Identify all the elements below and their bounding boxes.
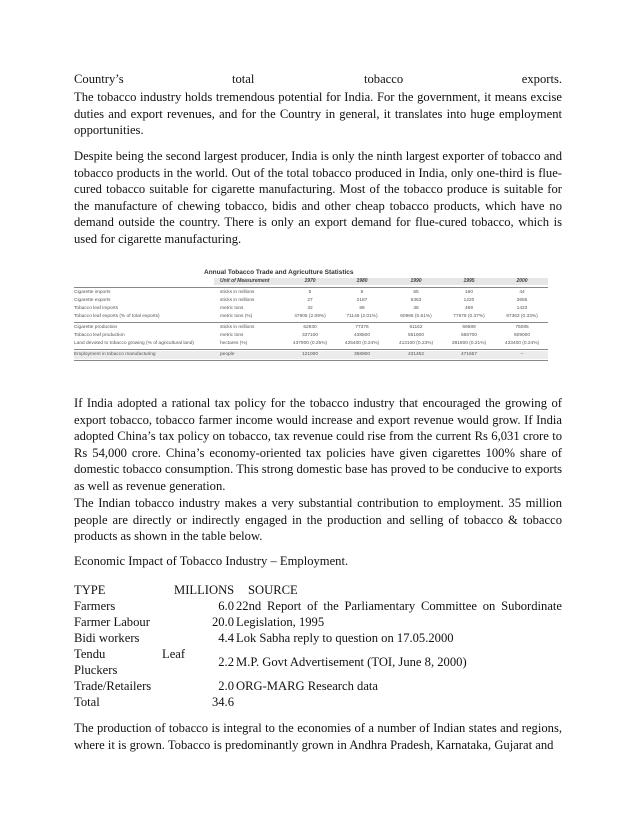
stats-cell: 431452 bbox=[407, 352, 424, 357]
stats-row bbox=[74, 340, 548, 348]
stats-row bbox=[74, 289, 548, 297]
emp-source: ORG-MARG Research data bbox=[236, 679, 378, 693]
stats-cell: 437900 (0.25%) bbox=[292, 341, 328, 346]
stats-cell: 5 bbox=[308, 290, 312, 295]
stats-row bbox=[74, 305, 548, 313]
stats-cell: 566700 bbox=[460, 333, 477, 338]
tobacco-statistics-table bbox=[74, 269, 548, 387]
stats-row-label: Employment in tobacco manufacturing bbox=[74, 352, 156, 357]
stats-cell: 471657 bbox=[460, 352, 477, 357]
heading-word: total bbox=[232, 72, 255, 86]
stats-cell: 1220 bbox=[463, 298, 475, 303]
emp-millions: 6.0 bbox=[218, 599, 234, 613]
stats-cell: 77678 (0.37%) bbox=[453, 314, 485, 319]
stats-cell: 121000 bbox=[301, 352, 318, 357]
stats-year: 1995 bbox=[463, 278, 475, 284]
stats-row-unit: sticks in millions bbox=[220, 290, 255, 295]
table-caption: Economic Impact of Tobacco Industry – Employment. bbox=[74, 554, 349, 568]
stats-year: 2000 bbox=[516, 278, 528, 284]
stats-row-unit: metric tons (%) bbox=[220, 314, 253, 319]
stats-cell: 97363 (0.33%) bbox=[506, 314, 538, 319]
stats-year: 1970 bbox=[304, 278, 316, 284]
stats-cell: 551600 bbox=[407, 333, 424, 338]
stats-cell: 77376 bbox=[355, 325, 369, 330]
emp-type: Pluckers bbox=[74, 663, 118, 677]
stats-cell: 6363 bbox=[410, 298, 422, 303]
stats-cell: 160 bbox=[464, 290, 473, 295]
stats-cell: 433400 (0.24%) bbox=[504, 341, 540, 346]
stats-cell: 69589 bbox=[462, 325, 476, 330]
stats-cell: 381800 (0.21%) bbox=[451, 341, 487, 346]
stats-row-unit: metric tons bbox=[220, 306, 244, 311]
stats-year: 1980 bbox=[356, 278, 368, 284]
emp-type: Leaf bbox=[162, 647, 186, 661]
heading-word: tobacco bbox=[364, 72, 404, 86]
stats-row bbox=[74, 351, 548, 359]
stats-cell: 61162 bbox=[409, 325, 423, 330]
stats-cell: 88 bbox=[359, 306, 365, 311]
paragraph-exports: Despite being the second largest producer, India is only the ninth largest exporter of tobacco and tobacco products in the world. Out of the total tobacco produced in India, only one-third is flue-cured tobacco suitable for cigarette manufacturing. Most of the tobacco produce is suitable for the manufacture of chewing tobacco, bidis and other cheap tobacco products, which have no demand outside the country. There is only an export demand for flue-cured tobacco, which is used for cigarette manufacturing. bbox=[74, 149, 562, 246]
stats-row-label: Cigarette imports bbox=[74, 290, 111, 295]
emp-millions: 2.2 bbox=[218, 655, 234, 669]
stats-rule bbox=[74, 287, 548, 288]
stats-cell: 337100 bbox=[301, 333, 318, 338]
heading-word: Country’s bbox=[74, 72, 124, 86]
paragraph-states: The production of tobacco is integral to the economies of a number of Indian states and regions, where it is grown. Tobacco is predominantly grown in Andhra Pradesh, Karnataka, Gujarat and bbox=[74, 721, 562, 752]
stats-row bbox=[74, 313, 548, 321]
stats-rule bbox=[74, 360, 548, 361]
stats-cell: 2187 bbox=[356, 298, 368, 303]
emp-source: 22nd Report of the Parliamentary Committee on Subordinate bbox=[236, 599, 562, 613]
paragraph-employment: The Indian tobacco industry makes a very substantial contribution to employment. 35 million people are directly or indirectly engaged in the production and selling of tobacco & tobacco products as shown in the table below. bbox=[74, 496, 562, 544]
stats-cell: 1423 bbox=[516, 306, 528, 311]
stats-row-unit: sticks in millions bbox=[220, 298, 255, 303]
stats-cell: 425400 (0.24%) bbox=[344, 341, 380, 346]
emp-millions: 34.6 bbox=[211, 695, 234, 709]
stats-cell: 27 bbox=[307, 298, 313, 303]
stats-row bbox=[74, 324, 548, 332]
emp-millions: 4.4 bbox=[218, 631, 234, 645]
stats-row-unit: metric tons bbox=[220, 333, 244, 338]
emp-type: Farmers bbox=[74, 599, 116, 613]
stats-rule bbox=[74, 349, 548, 350]
stats-cell: 65 bbox=[413, 290, 419, 295]
emp-type: Tendu bbox=[74, 647, 106, 661]
stats-cell: 413100 (0.23%) bbox=[398, 341, 434, 346]
stats-cell: 3655 bbox=[516, 298, 528, 303]
emp-header-millions: MILLIONS bbox=[174, 583, 235, 597]
stats-row-unit: sticks in millions bbox=[220, 325, 255, 330]
stats-cell: 469 bbox=[464, 306, 473, 311]
stats-cell: – bbox=[520, 352, 524, 357]
paragraph-potential: The tobacco industry holds tremendous potential for India. For the government, it means excise duties and export revenues, and for the Country in general, it translates into huge employment opportunities. bbox=[74, 90, 562, 138]
stats-cell: 38 bbox=[413, 306, 419, 311]
stats-row-label: Land devoted to tobacco growing (% of agricultural land) bbox=[74, 341, 194, 346]
stats-row-label: Tobacco leaf exports (% of total exports) bbox=[74, 314, 160, 319]
emp-source: Legislation, 1995 bbox=[236, 615, 325, 629]
exports-heading bbox=[74, 72, 562, 89]
stats-rule bbox=[74, 322, 548, 323]
emp-header-source: SOURCE bbox=[248, 583, 298, 597]
stats-unit-header: Unit of Measurement bbox=[220, 278, 270, 284]
stats-row-label: Tobacco leaf imports bbox=[74, 306, 118, 311]
heading-word: exports. bbox=[521, 72, 562, 86]
stats-row-label: Tobacco leaf production bbox=[74, 333, 125, 338]
stats-cell: 44 bbox=[519, 290, 525, 295]
stats-cell: 609000 bbox=[513, 333, 530, 338]
emp-source: M.P. Govt Advertisement (TOI, June 8, 2000) bbox=[236, 655, 467, 669]
stats-cell: 60965 (0.61%) bbox=[400, 314, 432, 319]
stats-title: Annual Tobacco Trade and Agriculture Statistics bbox=[204, 269, 354, 276]
emp-header-type: TYPE bbox=[74, 583, 106, 597]
stats-cell: 71146 (2.01%) bbox=[346, 314, 378, 319]
stats-row-label: Cigarette production bbox=[74, 325, 118, 330]
emp-type: Total bbox=[74, 695, 100, 709]
stats-row-label: Cigarette exports bbox=[74, 298, 111, 303]
emp-type: Trade/Retailers bbox=[74, 679, 152, 693]
emp-millions: 20.0 bbox=[211, 615, 234, 629]
stats-cell: 438500 bbox=[353, 333, 370, 338]
stats-cell: 62930 bbox=[303, 325, 317, 330]
stats-cell: 47905 (2.09%) bbox=[294, 314, 326, 319]
stats-cell: 358900 bbox=[353, 352, 370, 357]
emp-type: Farmer Labour bbox=[74, 615, 150, 629]
stats-cell: 32 bbox=[307, 306, 313, 311]
emp-millions: 2.0 bbox=[218, 679, 234, 693]
stats-row-unit: hectares (%) bbox=[220, 341, 248, 346]
emp-source: Lok Sabha reply to question on 17.05.2000 bbox=[236, 631, 454, 645]
stats-cell: 75085 bbox=[515, 325, 529, 330]
emp-type: Bidi workers bbox=[74, 631, 140, 645]
stats-row bbox=[74, 332, 548, 340]
stats-row bbox=[74, 297, 548, 305]
stats-cell: 8 bbox=[360, 290, 364, 295]
paragraph-tax-policy: If India adopted a rational tax policy for the tobacco industry that encouraged the growing of export tobacco, tobacco farmer income would increase and export revenue would grow. If India adopted China’s tax policy on tobacco, tax revenue could rise from the current Rs 6,031 crore to Rs 54,000 crore. China’s economy-oriented tax policies have given cigarettes 100% share of domestic tobacco consumption. This strong domestic base has proved to be conducive to exports as well as revenue generation. bbox=[74, 396, 562, 493]
stats-year: 1990 bbox=[410, 278, 422, 284]
stats-row-unit: people bbox=[220, 352, 235, 357]
stats-header-row bbox=[74, 277, 548, 285]
